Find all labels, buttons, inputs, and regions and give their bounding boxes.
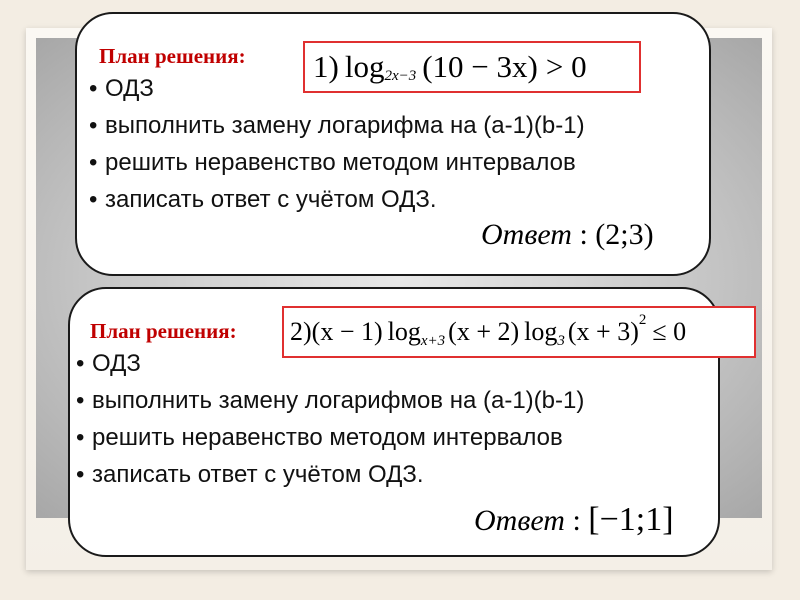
list-item: • решить неравенство методом интервалов [76,424,563,451]
answer-2: Ответ : [−1;1] [474,501,674,538]
list-item: • записать ответ с учётом ОДЗ. [89,186,437,213]
log-function: log [387,317,421,346]
answer-value: [−1;1] [588,501,674,538]
relation: ≤ 0 [652,317,687,346]
list-item: • решить неравенство методом интервалов [89,149,576,176]
log-argument: (x + 2) [448,317,520,346]
plan-steps-list [76,345,584,493]
answer-label: Ответ [481,218,572,251]
log-function: log [344,49,385,84]
solution-card-2 [68,287,720,557]
log-base: 3 [557,332,565,349]
plan-steps-list [89,67,585,218]
answer-1: Ответ : (2;3) [481,218,654,251]
solution-card-1 [75,12,711,276]
log-argument: (x + 3) [567,317,639,346]
answer-value: (2;3) [595,218,654,251]
log-base: 2x−3 [384,67,417,84]
exponent: 2 [638,311,647,328]
formula-number: 2) [290,317,312,346]
answer-label: Ответ [474,504,565,537]
list-item: • выполнить замену логарифмов на (a-1)(b-1) [76,387,585,414]
list-item: • записать ответ с учётом ОДЗ. [76,461,424,488]
list-item: • ОДЗ [89,75,154,102]
log-base: x+3 [420,332,446,349]
formula-number: 1) [313,49,339,84]
log-argument: (10 − 3x) [422,49,538,84]
relation: > 0 [545,49,587,84]
plan-title: План решения: [90,319,237,343]
list-item: • ОДЗ [76,350,141,377]
log-function: log [524,317,558,346]
list-item: • выполнить замену логарифма на (a-1)(b-1) [89,112,585,139]
factor: (x − 1) [311,317,383,346]
plan-title: План решения: [99,44,246,68]
